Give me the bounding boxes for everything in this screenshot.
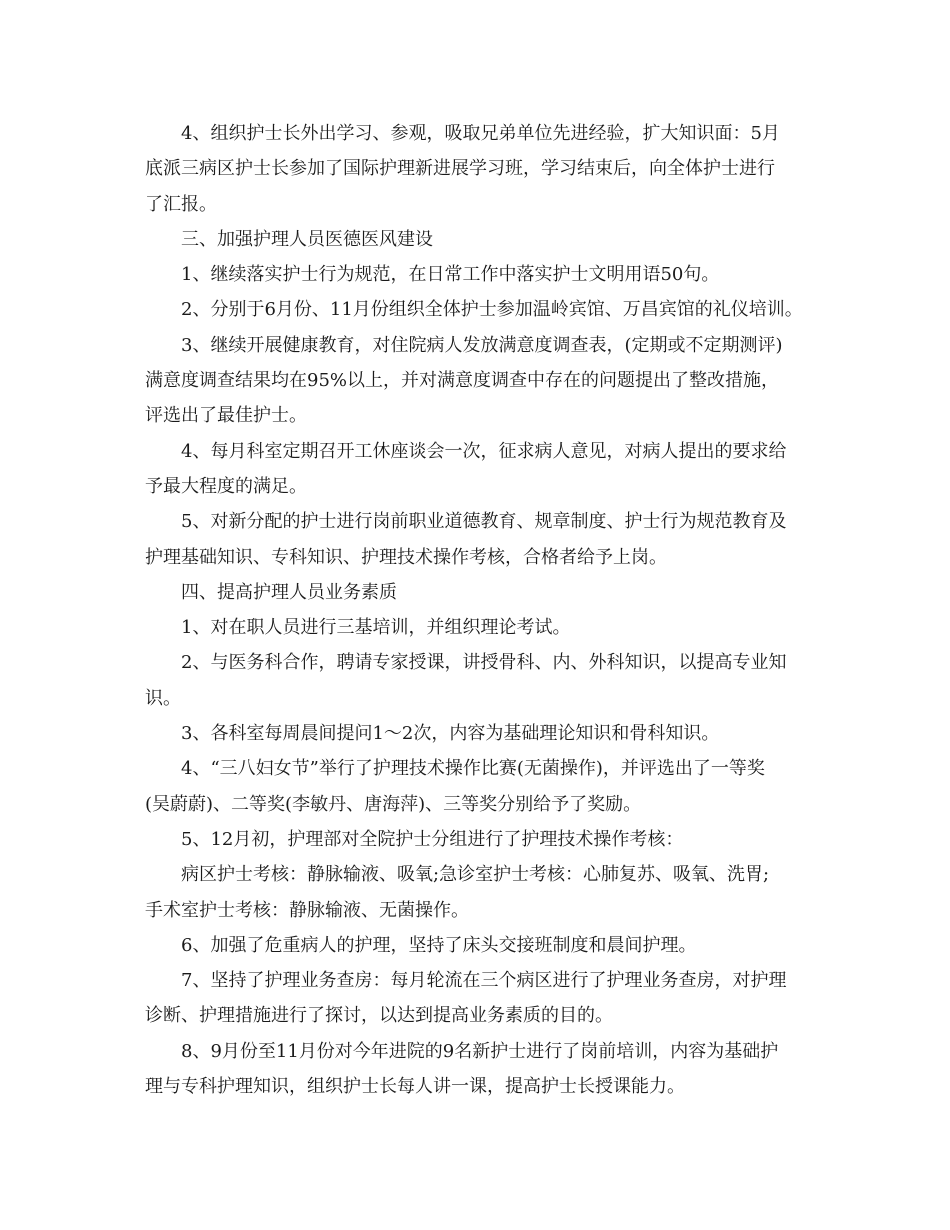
paragraph-line: 5、对新分配的护士进行岗前职业道德教育、规章制度、护士行为规范教育及: [181, 511, 787, 533]
paragraph-line: 病区护士考核：静脉输液、吸氧;急诊室护士考核：心肺复苏、吸氧、洗胃;: [181, 864, 770, 886]
paragraph-line: 护理基础知识、专科知识、护理技术操作考核，合格者给予上岗。: [145, 546, 667, 568]
paragraph: [145, 751, 815, 822]
paragraph-line: 4、组织护士长外出学习、参观，吸取兄弟单位先进经验，扩大知识面：5月: [181, 123, 780, 144]
paragraph: [145, 292, 815, 327]
document-body: [145, 116, 815, 1104]
paragraph: [145, 257, 815, 292]
paragraph-line: 1、继续落实护士行为规范，在日常工作中落实护士文明用语50句。: [181, 264, 720, 286]
paragraph-line: 三、加强护理人员医德医风建设: [181, 228, 433, 250]
paragraph-line: 理与专科护理知识，组织护士长每人讲一课，提高护士长授课能力。: [145, 1076, 685, 1098]
paragraph-line: 评选出了最佳护士。: [145, 405, 307, 427]
paragraph: [145, 434, 815, 505]
paragraph: [145, 963, 815, 1034]
paragraph: [145, 610, 815, 645]
paragraph-line: 8、9月份至11月份对今年进院的9名新护士进行了岗前培训，内容为基础护: [181, 1040, 779, 1062]
paragraph: [145, 857, 815, 928]
paragraph: [145, 716, 815, 751]
paragraph-line: 识。: [145, 687, 181, 709]
paragraph: [145, 822, 815, 857]
paragraph-line: 满意度调查结果均在95%以上，并对满意度调查中存在的问题提出了整改措施，: [145, 370, 780, 392]
paragraph-line: 4、“三八妇女节”举行了护理技术操作比赛(无菌操作)，并评选出了一等奖: [181, 758, 765, 780]
paragraph-line: 6、加强了危重病人的护理，坚持了床头交接班制度和晨间护理。: [181, 934, 697, 956]
paragraph-line: 3、各科室每周晨间提问1～2次，内容为基础理论知识和骨科知识。: [181, 723, 720, 745]
paragraph-line: 4、每月科室定期召开工休座谈会一次，征求病人意见，对病人提出的要求给: [181, 440, 787, 462]
paragraph: [145, 575, 815, 610]
paragraph-line: 5、12月初，护理部对全院护士分组进行了护理技术操作考核：: [181, 828, 684, 850]
paragraph: [145, 645, 815, 716]
paragraph-line: 手术室护士考核：静脉输液、无菌操作。: [145, 899, 469, 921]
paragraph: [145, 928, 815, 963]
paragraph: [145, 1034, 815, 1105]
paragraph-line: 了汇报。: [145, 193, 217, 215]
paragraph: [145, 116, 815, 222]
paragraph-line: 四、提高护理人员业务素质: [181, 581, 397, 603]
paragraph-line: 予最大程度的满足。: [145, 475, 307, 497]
paragraph-line: 3、继续开展健康教育，对住院病人发放满意度调查表，(定期或不定期测评): [181, 334, 783, 356]
paragraph: [145, 328, 815, 434]
paragraph-line: 7、坚持了护理业务查房：每月轮流在三个病区进行了护理业务查房，对护理: [181, 970, 787, 992]
paragraph-line: 2、与医务科合作，聘请专家授课，讲授骨科、内、外科知识，以提高专业知: [181, 652, 787, 674]
paragraph-line: 1、对在职人员进行三基培训，并组织理论考试。: [181, 617, 571, 639]
paragraph-line: 2、分别于6月份、11月份组织全体护士参加温岭宾馆、万昌宾馆的礼仪培训。: [181, 299, 803, 321]
paragraph: [145, 504, 815, 575]
paragraph-line: 底派三病区护士长参加了国际护理新进展学习班，学习结束后，向全体护士进行: [145, 158, 775, 180]
paragraph-line: (吴蔚蔚)、二等奖(李敏丹、唐海萍)、三等奖分别给予了奖励。: [145, 793, 642, 815]
paragraph-line: 诊断、护理措施进行了探讨，以达到提高业务素质的目的。: [145, 1005, 613, 1027]
paragraph: [145, 222, 815, 257]
